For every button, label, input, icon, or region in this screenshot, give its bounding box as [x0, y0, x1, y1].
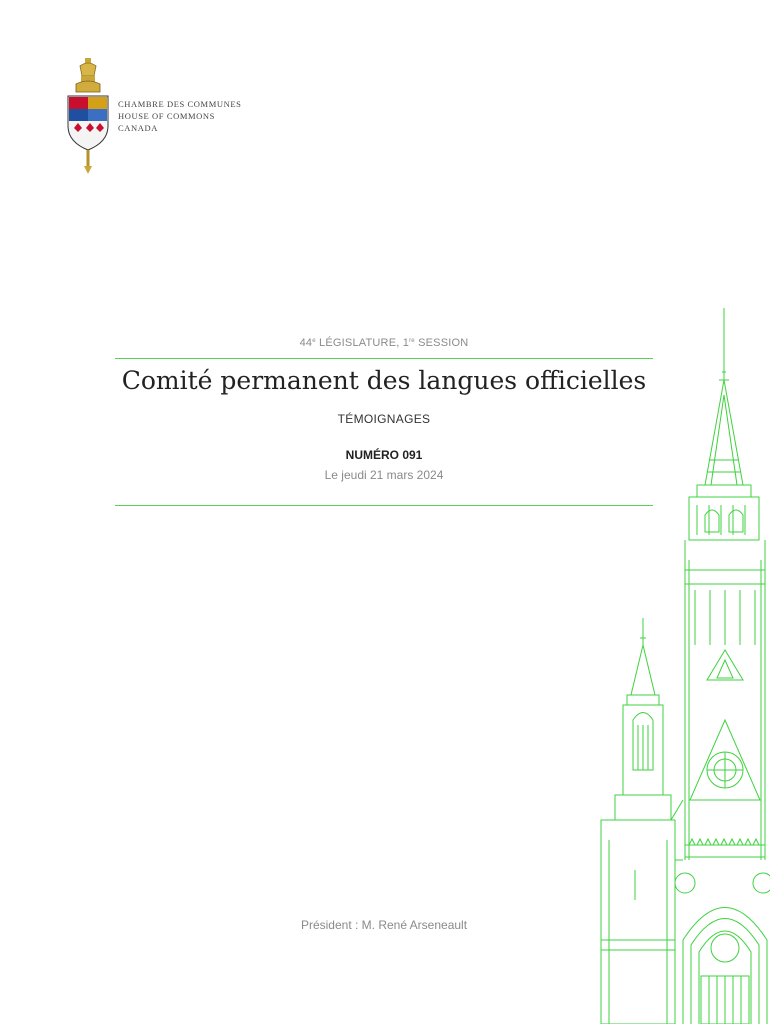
committee-title: Comité permanent des langues officielles: [121, 366, 647, 395]
document-type: TÉMOIGNAGES: [337, 412, 431, 426]
bottom-divider: [115, 505, 653, 506]
legislature-sup: e: [312, 338, 316, 344]
session-text: SESSION: [414, 337, 469, 349]
org-line-fr: CHAMBRE DES COMMUNES: [118, 99, 242, 109]
peace-tower-illustration: [585, 300, 770, 1024]
top-divider: [115, 358, 653, 359]
legislature-number: 44: [299, 337, 313, 349]
issue-number: NUMÉRO 091: [345, 448, 423, 462]
session-sup: re: [409, 338, 415, 344]
org-line-country: CANADA: [118, 123, 158, 133]
meeting-date: Le jeudi 21 mars 2024: [324, 468, 444, 482]
session-label: [115, 337, 653, 349]
organization-name: [118, 98, 241, 134]
committee-chair: Président : M. René Arseneault: [300, 918, 468, 932]
legislature-text: LÉGISLATURE, 1: [315, 337, 410, 349]
org-line-en: HOUSE OF COMMONS: [118, 111, 215, 121]
house-of-commons-crest-icon: [66, 56, 110, 176]
